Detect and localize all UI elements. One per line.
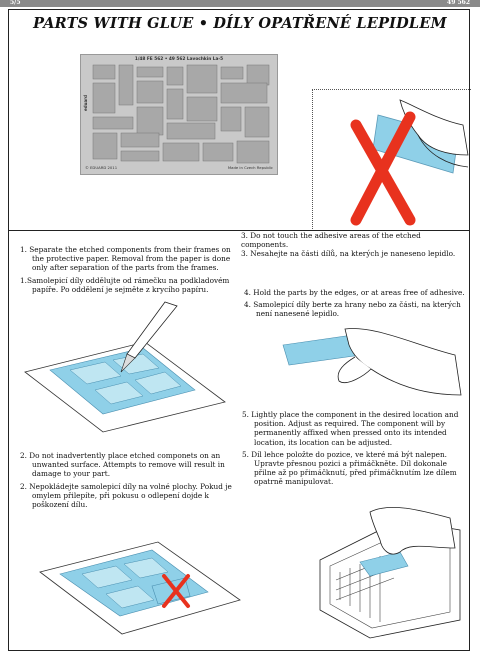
step-1-en: 1. Separate the etched components from their frames on the protective paper. Removal from the paper is done only after separation of the parts from the frames. <box>20 245 231 273</box>
step-3-en: 3. Do not touch the adhesive areas of the etched components. <box>241 231 421 250</box>
step-3-cz: 3. Nesahejte na části dílů, na kterých je naneseno lepidlo. <box>241 249 456 259</box>
page-title: PARTS WITH GLUE • DÍLY OPATŘENÉ LEPIDLEM <box>33 15 447 32</box>
step-5-en: 5. Lightly place the component in the desired location and position. Adjust as required. The component will by permanently affixed when pressed onto its intended location, its location can be adjusted. <box>242 410 459 447</box>
cutting-illustration <box>25 302 225 432</box>
fret-label: 1/48 FE 562 • 49 562 Lavochkin La-5 <box>134 57 224 62</box>
step-1 <box>20 245 238 294</box>
page-number: 5/5 <box>10 0 21 6</box>
fret-copyright: © EDUARD 2011 <box>85 165 118 170</box>
step-4-cz: 4. Samolepicí díly berte za hrany nebo za části, na kterých není nanesené lepidlo. <box>244 300 461 319</box>
fret-photo <box>80 54 278 175</box>
step-3 <box>241 231 467 259</box>
step-2-en: 2. Do not inadvertently place etched componets on an unwanted surface. Attempts to remove will result in damage to your part. <box>20 451 225 479</box>
header-bar <box>0 0 480 7</box>
step-5 <box>242 410 466 487</box>
product-code: 49 562 <box>447 0 470 6</box>
fret-made-in: Made in Czech Republic <box>227 165 273 170</box>
fret-brand: eduard <box>83 95 88 111</box>
place-component-illustration <box>300 500 465 640</box>
step-2 <box>20 451 238 509</box>
step-4 <box>244 288 466 319</box>
fret-parts-drawing <box>81 55 279 176</box>
step-4-en: 4. Hold the parts by the edges, or at areas free of adhesive. <box>244 288 465 297</box>
hold-edges-illustration <box>275 325 465 405</box>
unwanted-surface-illustration <box>40 520 240 640</box>
step-1-cz: 1.Samolepicí díly oddělujte od rámečku na podkladovém papíře. Po oddělení je sejměte z krycího papíru. <box>20 275 230 294</box>
do-not-touch-illustration <box>318 95 468 225</box>
step-2-cz: 2. Nepokládejte samolepicí díly na volné plochy. Pokud je omylem přilepíte, při pokusu o odlepení dojde k poškození dílu. <box>20 481 232 510</box>
step-5-cz: 5. Díl lehce položte do pozice, ve které má být nalepen. Upravte přesnou pozici a přimáčkněte. Díl dokonale přilne až po přimáčknutí, před přimáčknutím lze dílem opatrně manipulovat. <box>242 449 457 487</box>
